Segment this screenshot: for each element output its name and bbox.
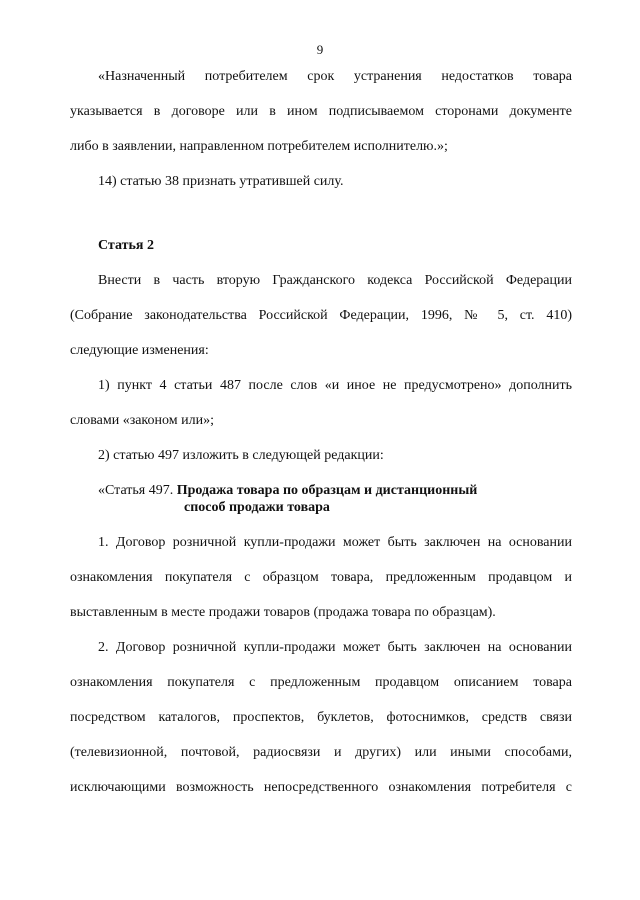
text-line: словами «законом или»; — [70, 413, 214, 428]
text-line: 1) пункт 4 статьи 487 после слов «и иное не предусмотрено» дополнить — [98, 378, 572, 393]
text-line: 2) статью 497 изложить в следующей редакции: — [98, 448, 384, 463]
article-497-title: Продажа товара по образцам и дистанционный — [176, 483, 478, 498]
text-line: исключающими возможность непосредственного ознакомления потребителя с — [70, 780, 572, 795]
text-line: ознакомления покупателя с предложенным продавцом описанием товара — [70, 675, 572, 690]
article-heading: Статья 2 — [98, 238, 154, 253]
paragraph-amend-civil-code — [70, 263, 572, 368]
text-line: следующие изменения: — [70, 343, 209, 358]
article-497-title-continued: способ продажи товара — [184, 500, 330, 515]
paragraph-item-14 — [70, 164, 572, 199]
paragraph-sale-by-samples — [70, 525, 572, 630]
page-number: 9 — [316, 42, 324, 57]
article-497-prefix: «Статья 497. — [98, 483, 177, 498]
text-line: посредством каталогов, проспектов, буклетов, фотоснимков, средств связи — [70, 710, 572, 725]
text-line: «Назначенный потребителем срок устранения недостатков товара — [98, 69, 572, 84]
text-line: 2. Договор розничной купли-продажи может быть заключен на основании — [98, 640, 572, 655]
paragraph-defect-term — [70, 59, 572, 164]
text-line: указывается в договоре или в ином подписываемом сторонами документе — [70, 104, 572, 119]
text-line: 14) статью 38 признать утратившей силу. — [98, 174, 344, 189]
text-line: либо в заявлении, направленном потребителем исполнителю.»; — [70, 139, 448, 154]
text-line: выставленным в месте продажи товаров (продажа товара по образцам). — [70, 605, 496, 620]
text-line: ознакомления покупателя с образцом товара, предложенным продавцом и — [70, 570, 572, 585]
paragraph-distance-sale — [70, 630, 572, 805]
paragraph-item-2 — [70, 438, 572, 473]
text-line: (телевизионной, почтовой, радиосвязи и других) или иными способами, — [70, 745, 572, 760]
text-line: 1. Договор розничной купли-продажи может быть заключен на основании — [98, 535, 572, 550]
paragraph-item-1 — [70, 368, 572, 438]
text-line: (Собрание законодательства Российской Федерации, 1996, № 5, ст. 410) — [70, 308, 572, 323]
article-497-heading — [98, 482, 572, 516]
text-line: Внести в часть вторую Гражданского кодекса Российской Федерации — [98, 273, 572, 288]
